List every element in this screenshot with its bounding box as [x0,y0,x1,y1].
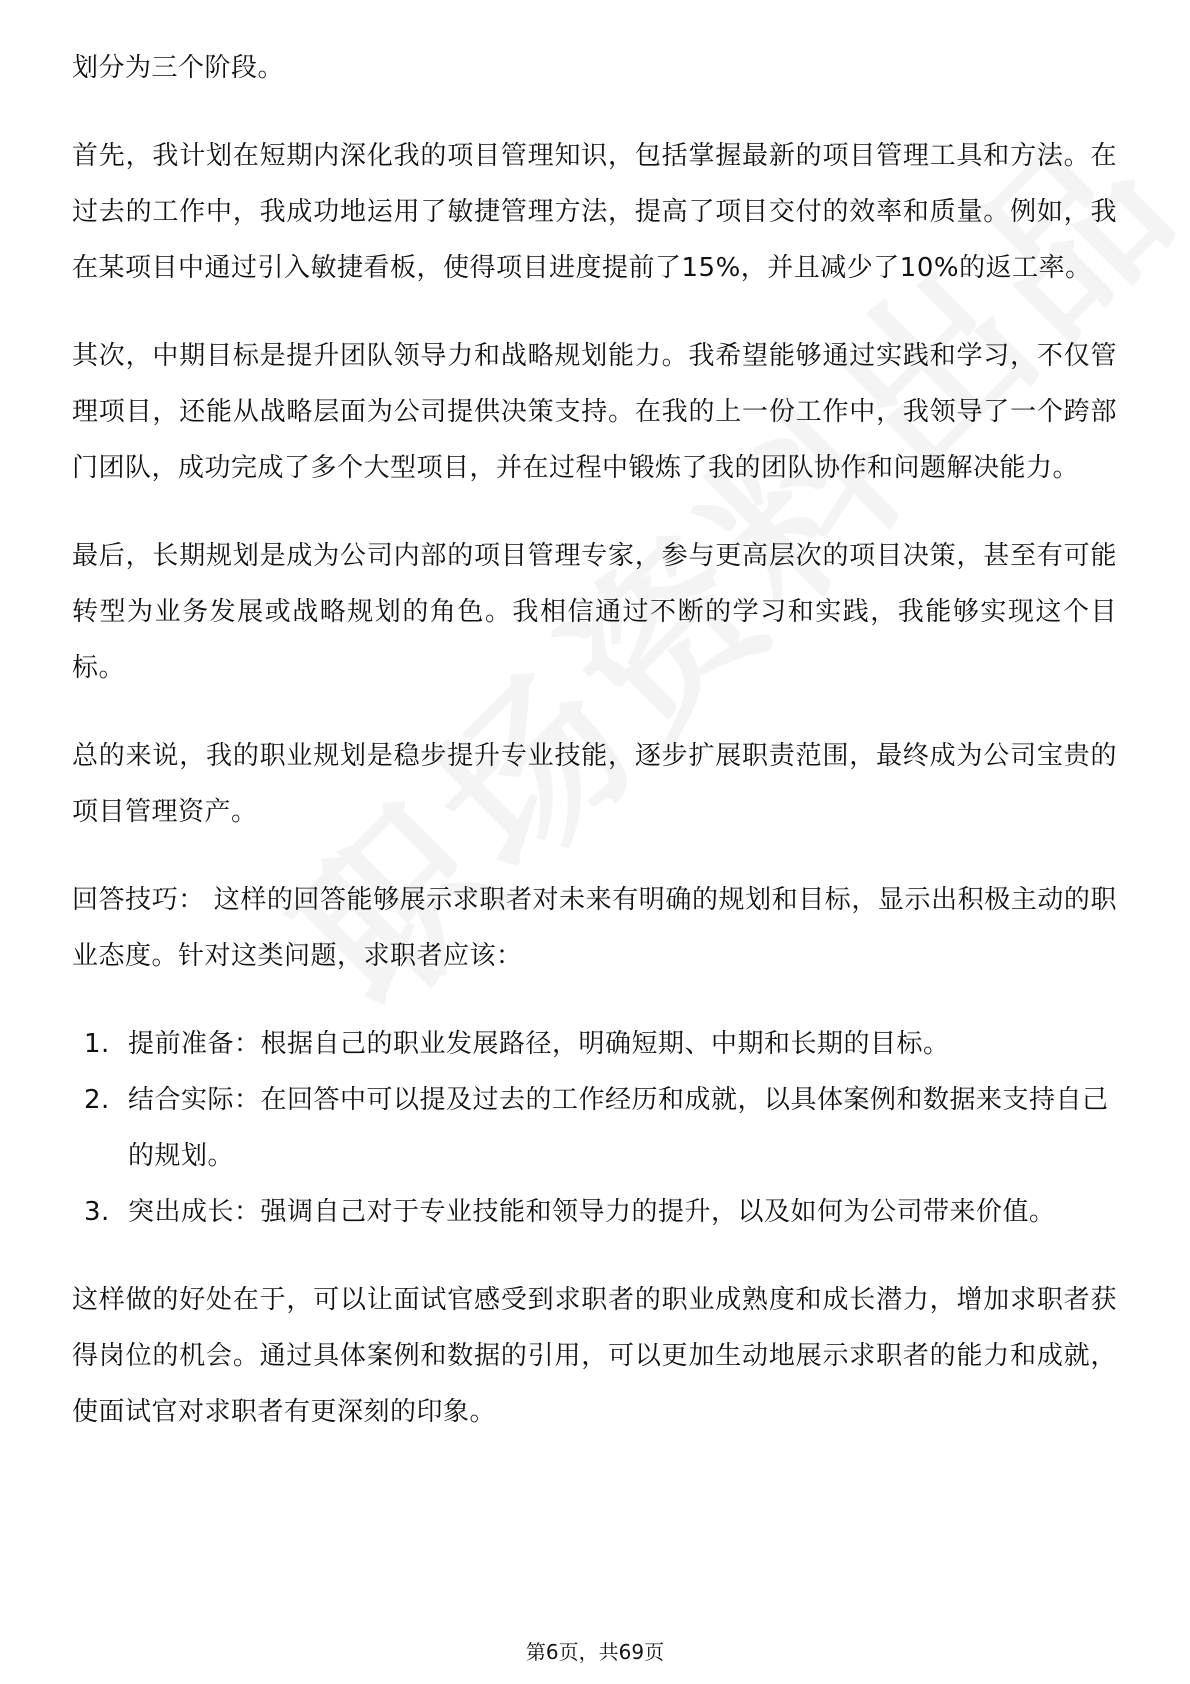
list-item-number: 3. [84,1197,110,1227]
list-item-number: 2. [84,1085,110,1115]
paragraph-closing: 这样做的好处在于，可以让面试官感受到求职者的职业成熟度和成长潜力，增加求职者获得岗位的机会。通过具体案例和数据的引用，可以更加生动地展示求职者的能力和成就，使面试官对求职者有更深刻的印象。 [72,1285,1117,1427]
paragraph-summary: 总的来说，我的职业规划是稳步提升专业技能，逐步扩展职责范围，最终成为公司宝贵的项目管理资产。 [72,741,1117,827]
list-item [72,1072,1117,1184]
list-item [72,1016,1117,1072]
document-body [72,40,1117,1472]
paragraph-long-term: 最后，长期规划是成为公司内部的项目管理专家，参与更高层次的项目决策，甚至有可能转型为业务发展或战略规划的角色。我相信通过不断的学习和实践，我能够实现这个目标。 [72,541,1117,683]
list-item-text: 提前准备：根据自己的职业发展路径，明确短期、中期和长期的目标。 [128,1029,950,1059]
list-item-number: 1. [84,1029,110,1059]
tips-list [72,1016,1117,1240]
list-item-text: 突出成长：强调自己对于专业技能和领导力的提升，以及如何为公司带来价值。 [128,1197,1056,1227]
paragraph-answer-tips: 回答技巧： 这样的回答能够展示求职者对未来有明确的规划和目标，显示出积极主动的职业态度。针对这类问题，求职者应该： [72,885,1117,971]
page-number: 第6页，共69页 [525,1640,665,1664]
paragraph-mid-term: 其次，中期目标是提升团队领导力和战略规划能力。我希望能够通过实践和学习，不仅管理项目，还能从战略层面为公司提供决策支持。在我的上一份工作中，我领导了一个跨部门团队，成功完成了多个大型项目，并在过程中锻炼了我的团队协作和问题解决能力。 [72,341,1117,483]
paragraph-intro-continuation: 划分为三个阶段。 [72,53,285,83]
list-item [72,1184,1117,1240]
list-item-text: 结合实际：在回答中可以提及过去的工作经历和成就，以具体案例和数据来支持自己的规划。 [128,1085,1109,1171]
paragraph-short-term: 首先，我计划在短期内深化我的项目管理知识，包括掌握最新的项目管理工具和方法。在过去的工作中，我成功地运用了敏捷管理方法，提高了项目交付的效率和质量。例如，我在某项目中通过引入敏捷看板，使得项目进度提前了15%，并且减少了10%的返工率。 [72,141,1117,283]
